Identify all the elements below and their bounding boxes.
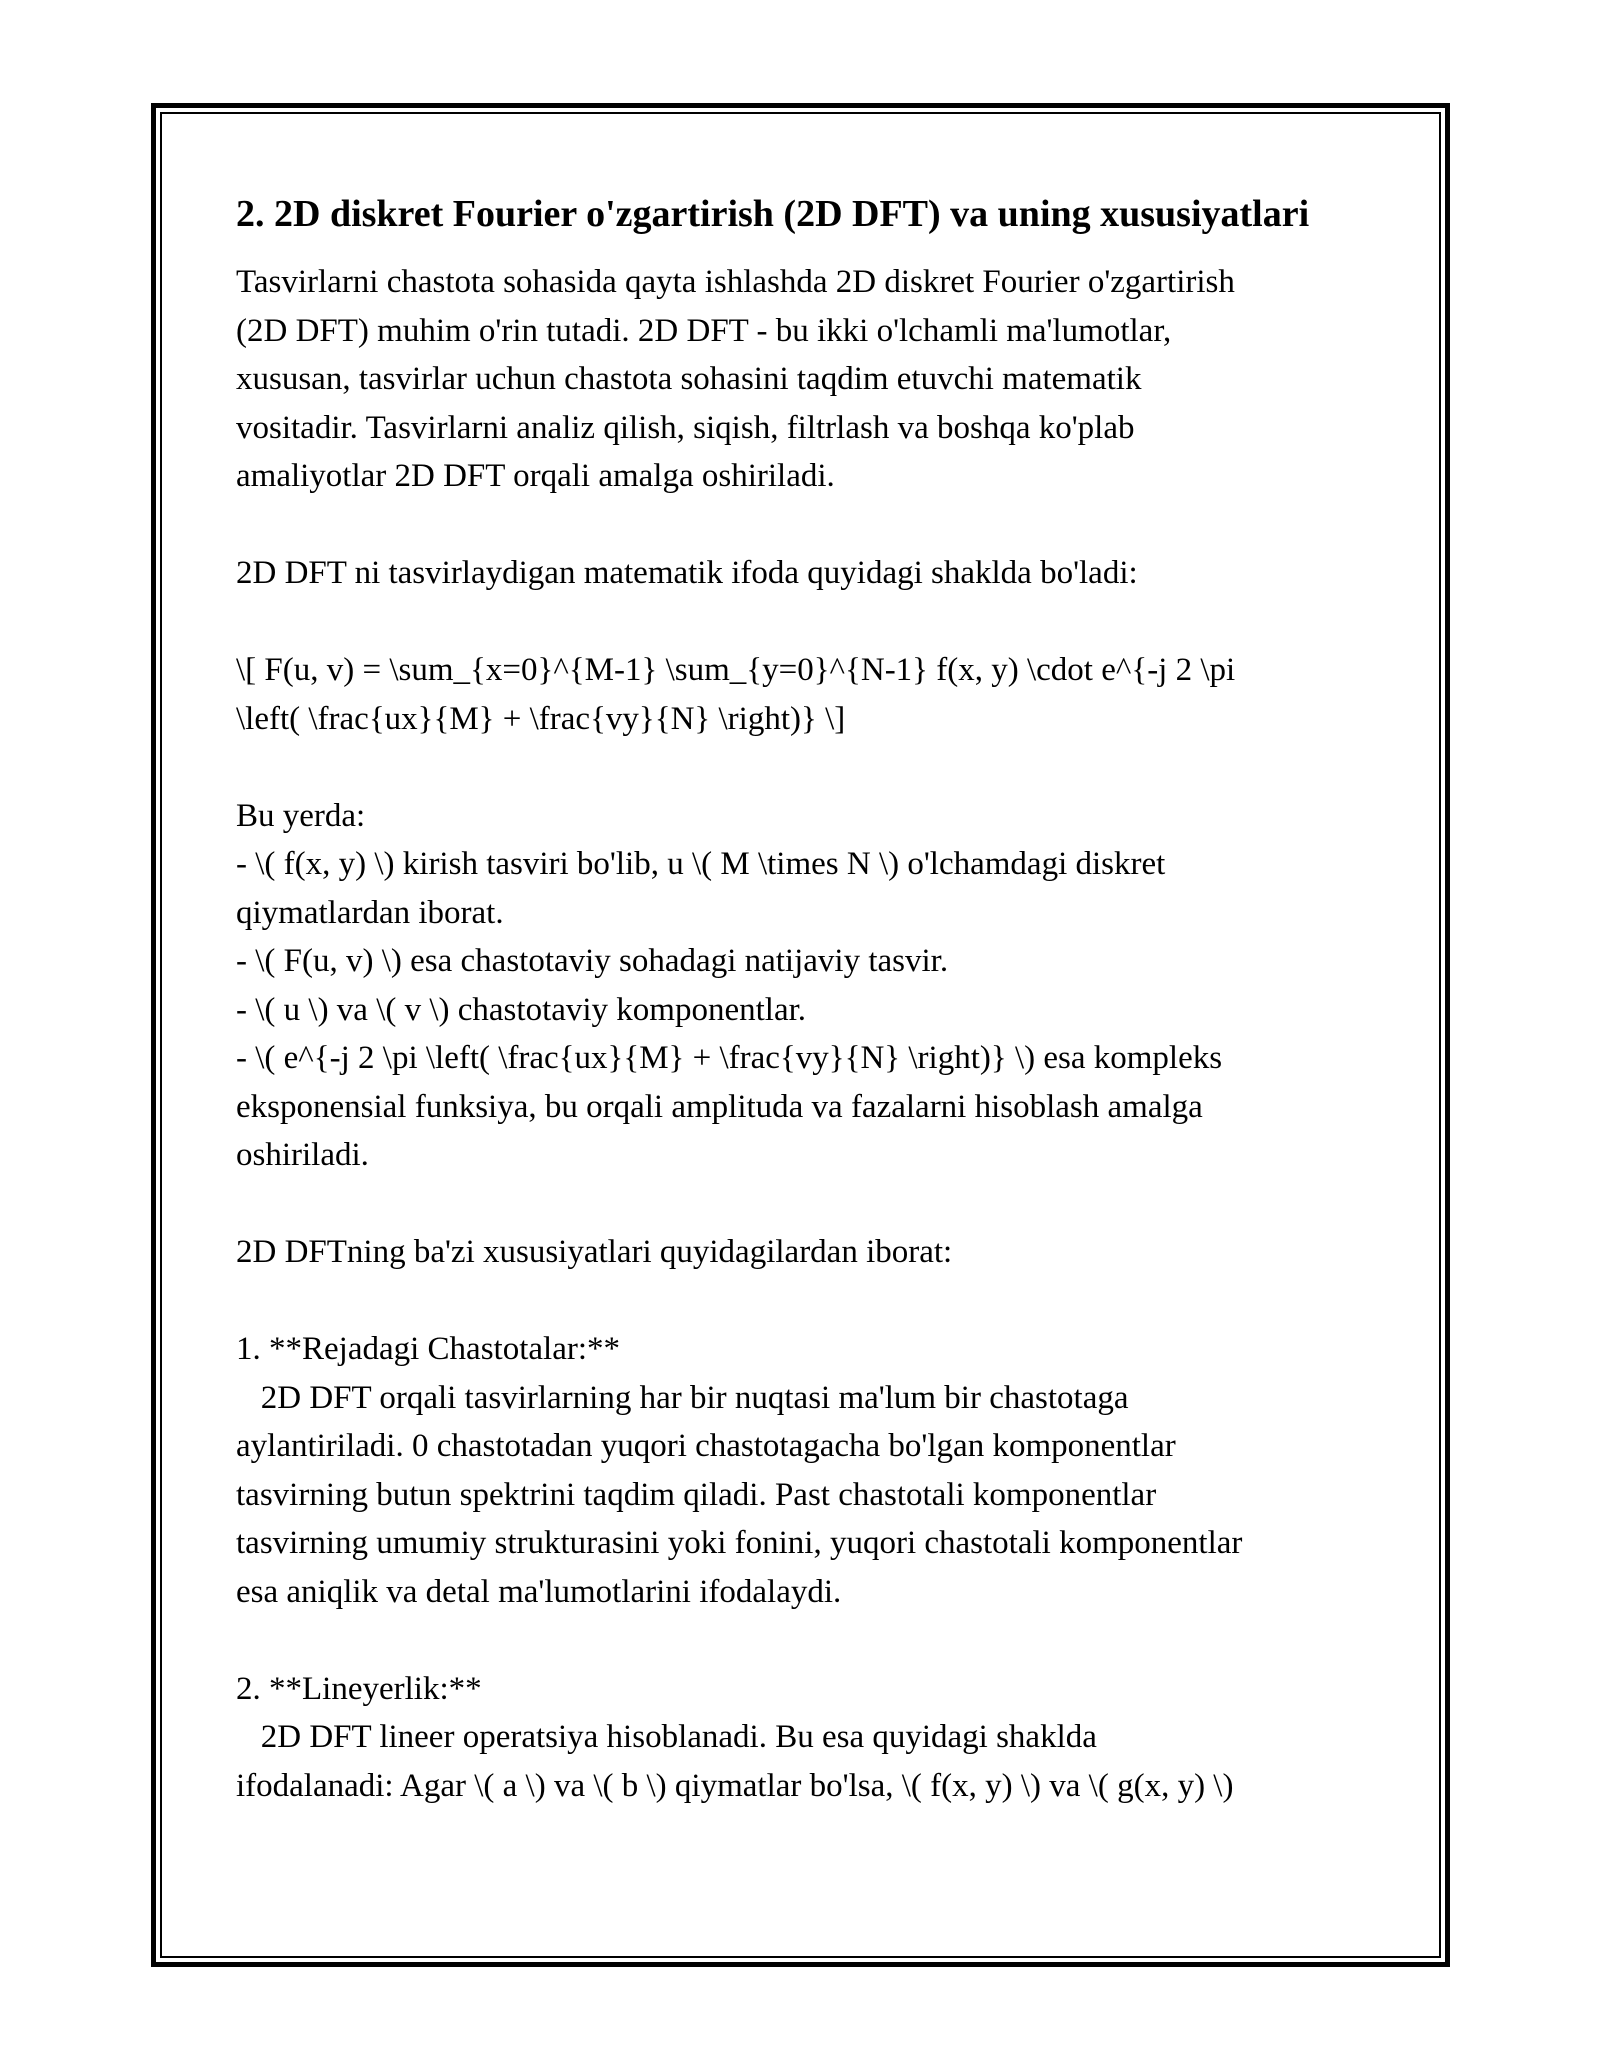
dft-formula: \[ F(u, v) = \sum_{x=0}^{M-1} \sum_{y=0}^{N-1} f(x, y) \cdot e^{-j 2 \pi \left( \frac{ux}{M} + \frac{vy}{N} \right)} \] [236,652,1236,737]
paragraph-gap [236,501,1376,550]
paragraph-gap [236,1180,1376,1229]
paragraph-gap [236,743,1376,792]
intro-paragraph: Tasvirlarni chastota sohasida qayta ishlashda 2D diskret Fourier o'zgartirish (2D DFT) muhim o'rin tutadi. 2D DFT - bu ikki o'lchamli ma'lumotlar, xususan, tasvirlar uchun chastota sohasini taqdim etuvchi matematik vositadir. Tasvirlarni analiz qilish, siqish, filtrlash va boshqa ko'plab amaliyotlar 2D DFT orqali amalga oshiriladi. [236,264,1235,494]
property-linearity: 2. **Lineyerlik:** 2D DFT lineer operatsiya hisoblanadi. Bu esa quyidagi shaklda ifodalanadi: Agar \( a \) va \( b \) qiymatlar bo'lsa, \( f(x, y) \) va \( g(x, y) \) [236,1670,1234,1804]
properties-intro: 2D DFTning ba'zi xususiyatlari quyidagilardan iborat: [236,1234,953,1270]
paragraph-gap [236,1277,1376,1326]
formula-intro: 2D DFT ni tasvirlaydigan matematik ifoda quyidagi shaklda bo'ladi: [236,555,1138,591]
paragraph-gap [236,598,1376,647]
property-frequencies: 1. **Rejadagi Chastotalar:** 2D DFT orqali tasvirlarning har bir nuqtasi ma'lum bir chastotaga aylantiriladi. 0 chastotadan yuqori chastotagacha bo'lgan komponentlar tasvirning butun spektrini taqdim qiladi. Past chastotali komponentlar tasvirning umumiy strukturasini yoki fonini, yuqori chastotali komponentlar esa aniqlik va detal ma'lumotlarini ifodalaydi. [236,1331,1243,1610]
document-body [236,186,1376,1810]
variable-definitions: Bu yerda: - \( f(x, y) \) kirish tasviri bo'lib, u \( M \times N \) o'lchamdagi diskret qiymatlardan iborat. - \( F(u, v) \) esa chastotaviy sohadagi natijaviy tasvir. - \( u \) va \( v \) chastotaviy komponentlar. - \( e^{-j 2 \pi \left( \frac{ux}{M} + \frac{vy}{N} \right)} \) esa kompleks eksponensial funksiya, bu orqali amplituda va fazalarni hisoblash amalga oshiriladi. [236,797,1223,1173]
section-heading: 2. 2D diskret Fourier o'zgartirish (2D DFT) va uning xususiyatlari [236,193,1310,235]
paragraph-gap [236,1616,1376,1665]
